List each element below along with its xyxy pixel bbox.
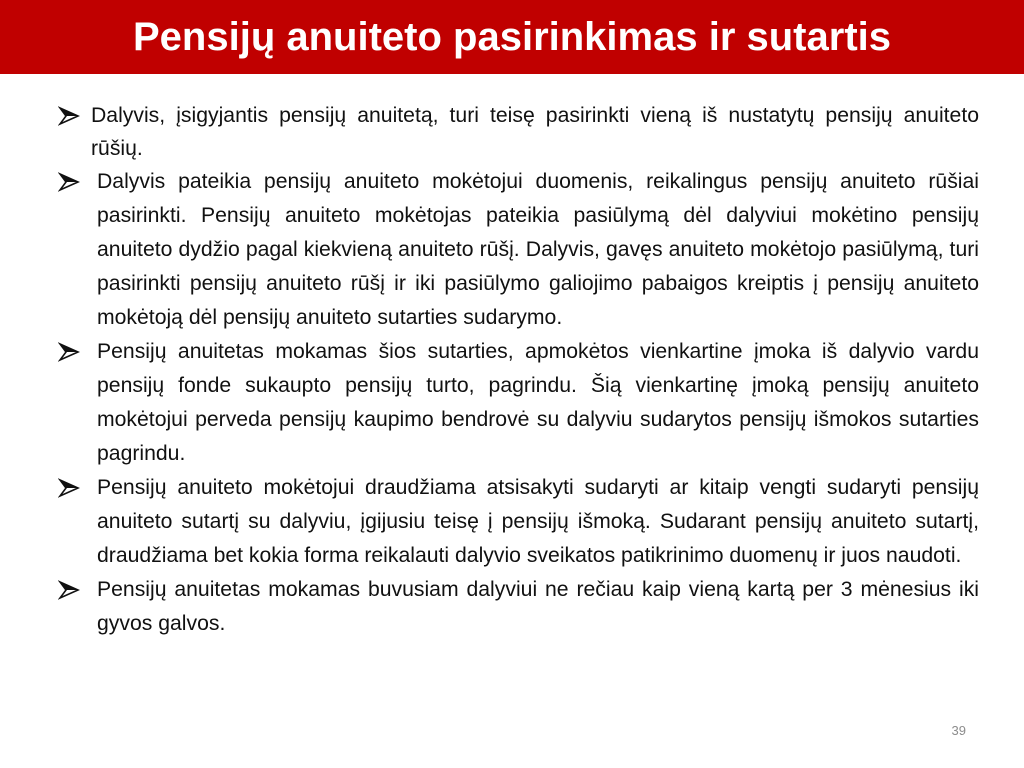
bullet-text-5: Pensijų anuitetas mokamas buvusiam dalyviui ne rečiau kaip vieną kartą per 3 mėnesius iki gyvos galvos. (97, 578, 979, 635)
title-bar (0, 0, 1024, 74)
bullet-item-1 (58, 99, 979, 165)
arrowhead-bullet-icon (58, 99, 84, 133)
bullet-text-4: Pensijų anuiteto mokėtojui draudžiama atsisakyti sudaryti ar kitaip vengti sudaryti pensijų anuiteto sutartį su dalyviu, įgijusiu teisę į pensijų išmoką. Sudarant pensijų anuiteto sutartį, draudžiama bet kokia forma reikalauti dalyvio sveikatos patikrinimo duomenų ir juos naudoti. (97, 476, 979, 567)
bullet-item-2 (58, 165, 979, 335)
bullet-item-4 (58, 471, 979, 573)
bullet-item-5 (58, 573, 979, 641)
bullet-list (58, 99, 979, 641)
page-number: 39 (951, 723, 966, 738)
arrowhead-bullet-icon (58, 573, 84, 607)
bullet-text-2: Dalyvis pateikia pensijų anuiteto mokėtojui duomenis, reikalingus pensijų anuiteto rūšiai pasirinkti. Pensijų anuiteto mokėtojas pateikia pasiūlymą dėl dalyviui mokėtino pensijų anuiteto dydžio pagal kiekvieną anuiteto rūšį. Dalyvis, gavęs anuiteto mokėtojo pasiūlymą, turi pasirinkti pensijų anuiteto rūšį ir iki pasiūlymo galiojimo pabaigos kreiptis į pensijų anuiteto mokėtoją dėl pensijų anuiteto sutarties sudarymo. (97, 170, 979, 329)
bullet-item-3 (58, 335, 979, 471)
bullet-text-1: Dalyvis, įsigyjantis pensijų anuitetą, turi teisę pasirinkti vieną iš nustatytų pensijų anuiteto rūšių. (91, 104, 979, 160)
arrowhead-bullet-icon (58, 335, 84, 369)
slide-title: Pensijų anuiteto pasirinkimas ir sutartis (132, 14, 891, 59)
arrowhead-bullet-icon (58, 471, 84, 505)
bullet-text-3: Pensijų anuitetas mokamas šios sutarties, apmokėtos vienkartine įmoka iš dalyvio vardu pensijų fonde sukaupto pensijų turto, pagrindu. Šią vienkartinę įmoką pensijų anuiteto mokėtojui perveda pensijų kaupimo bendrovė su dalyviu sudarytos pensijų išmokos sutarties pagrindu. (97, 340, 979, 465)
arrowhead-bullet-icon (58, 165, 84, 199)
